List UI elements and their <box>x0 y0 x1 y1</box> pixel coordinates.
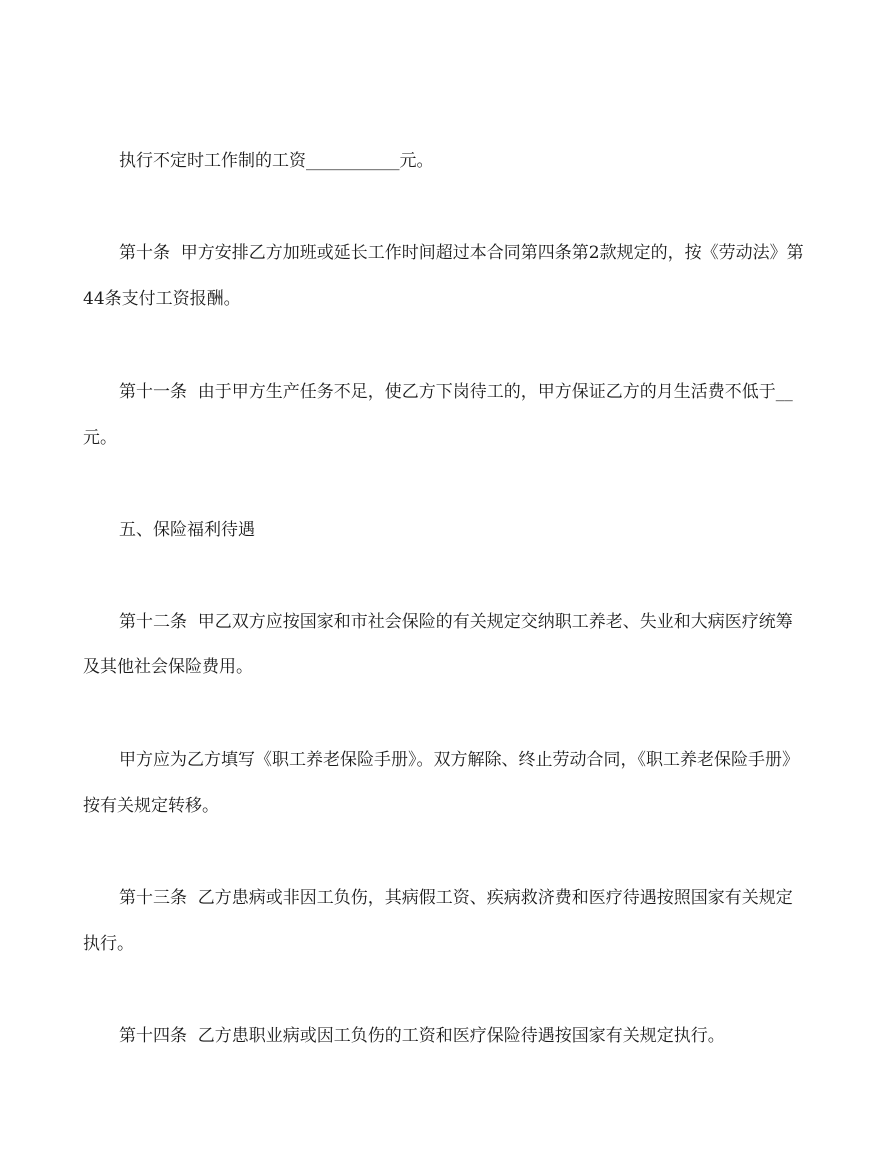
paragraph-line: 甲方应为乙方填写《职工养老保险手册》。双方解除、终止劳动合同，《职工养老保险手册》 <box>119 750 799 770</box>
article-10-line: 第十条 甲方安排乙方加班或延长工作时间超过本合同第四条第2款规定的，按《劳动法》第 <box>119 243 804 263</box>
article-11-line: 元。 <box>83 428 117 448</box>
article-13-line: 执行。 <box>83 934 134 954</box>
article-13-line: 第十三条 乙方患病或非因工负伤，其病假工资、疾病救济费和医疗待遇按照国家有关规定 <box>119 888 793 908</box>
article-10-line: 44条支付工资报酬。 <box>83 289 241 309</box>
section-heading: 五、保险福利待遇 <box>119 520 255 540</box>
article-14-line: 第十四条 乙方患职业病或因工负伤的工资和医疗保险待遇按国家有关规定执行。 <box>119 1026 725 1046</box>
paragraph-line: 执行不定时工作制的工资___________元。 <box>119 151 434 171</box>
article-12-line: 及其他社会保险费用。 <box>83 657 253 677</box>
article-12-line: 第十二条 甲乙双方应按国家和市社会保险的有关规定交纳职工养老、失业和大病医疗统筹 <box>119 612 793 632</box>
article-11-line: 第十一条 由于甲方生产任务不足，使乙方下岗待工的，甲方保证乙方的月生活费不低于__ <box>119 382 793 402</box>
paragraph-line: 按有关规定转移。 <box>83 796 219 816</box>
